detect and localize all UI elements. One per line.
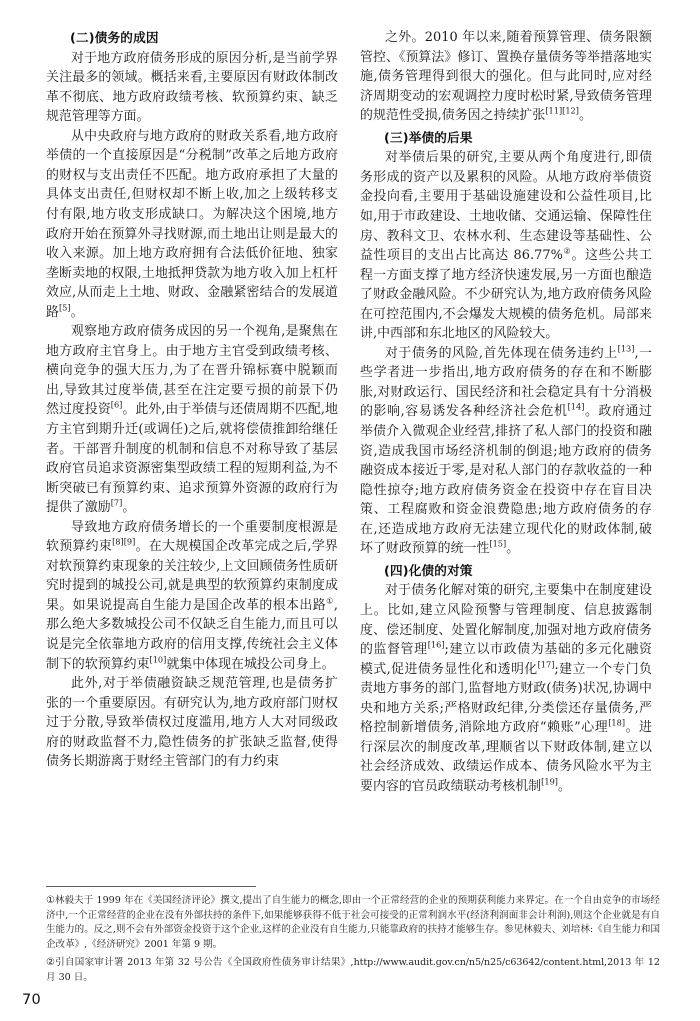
paragraph-text: 从中央政府与地方政府的财政关系看,地方政府举债的一个直接原因是“分税制”改革之后地方政府的财权与支出责任不匹配。地方政府承担了大量的具体支出责任,但财权却不断上收,加之上级转移支付有限,地方收支形成缺口。为解决这个困境,地方政府开始在预算外寻找财源,而土地出让则是最大的收入来源。加上地方政府拥有合法低价征地、独家垄断卖地的权限,土地抵押贷款为地方收入加上杠杆效应,从而走上土地、财政、金融紧密结合的发展道路 <box>46 128 338 320</box>
paragraph-text-tail: 就集中体现在城投公司身上。 <box>166 656 335 672</box>
paragraph-text: 导致地方政府债务增长的一个重要制度根源是软预算约束 <box>46 519 338 555</box>
paragraph-text: 观察地方政府债务成因的另一个视角,是聚焦在地方政府主官身上。由于地方主官受到政绩考核、横向竞争的强大压力,为了在晋升锦标赛中脱颖而出,导致其过度举债,甚至在注定要亏损的前景下仍然过度投资 <box>46 324 338 418</box>
paragraph-text: 对于债务化解对策的研究,主要集中在制度建设上。比如,建立风险预警与管理制度、信息披露制度、偿还制度、处置化解制度,加强对地方政府债务的监督管理 <box>360 583 652 658</box>
reference-marker: [5] <box>58 302 71 313</box>
paragraph-text-tail: 。 <box>506 541 520 557</box>
right-column <box>360 28 652 796</box>
section-heading-debt-resolution: (四)化债的对策 <box>384 562 473 578</box>
footnote-2 <box>46 956 660 985</box>
reference-marker: [13] <box>617 343 635 354</box>
reference-marker: [10] <box>149 654 167 665</box>
reference-marker: [18] <box>608 717 626 728</box>
reference-marker: [16] <box>427 639 445 650</box>
paragraph-text: 对于债务的风险,首先体现在债务违约上 <box>385 345 618 361</box>
footnote-marker: ① <box>46 895 55 906</box>
paragraph-soft-budget-constraint <box>46 518 338 674</box>
paragraph-text-mid: ;建立以市政债为基础的多元化融资模式,促进债务显性化和透明化 <box>360 642 652 677</box>
section-heading-debt-consequences: (三)举债的后果 <box>384 129 473 145</box>
reference-marker: [8][9] <box>112 536 136 547</box>
reference-marker: [19] <box>541 776 558 787</box>
paragraph-text-mid-2: ,那么绝大多数城投公司不仅缺乏自生能力,而且可以说是完全依靠地方政府的信用支撑,传统社会主义体制下的软预算约束 <box>46 597 338 672</box>
page-number: 70 <box>22 992 42 1008</box>
reference-marker: [11][12] <box>545 105 579 116</box>
paragraph-text-mid: 。在大规模国企改革完成之后,学界对软预算约束现象的关注较少,上文回顾债务性质研究时提到的城投公司,就是典型的软预算约束制度成果。如果说提高自生能力是国企改革的根本出路 <box>46 539 338 613</box>
left-column <box>46 28 338 772</box>
paragraph-text-tail: 。 <box>122 500 136 516</box>
paragraph-text-mid: ,一些学者进一步指出,地方政府债务的存在和不断膨胀,对财政运行、国民经济和社会稳定具有十分消极的影响,容易诱发各种经济社会危机 <box>360 345 652 420</box>
footnote-1 <box>46 894 660 952</box>
footnote-marker: ① <box>326 595 334 606</box>
reference-marker: [6] <box>110 400 123 411</box>
paragraph-text-tail: 。 <box>578 108 592 124</box>
reference-marker: [17] <box>537 659 555 670</box>
section-heading-debt-causes: (二)债务的成因 <box>70 30 159 45</box>
reference-marker: [15] <box>489 538 507 549</box>
paragraph-text-mid-2: 。政府通过举债介入微观企业经营,排挤了私人部门的投资和融资,造成我国市场经济机制的倒退;地方政府的债务融资成本接近于零,是对私人部门的存款收益的一种隐性掠夺;地方政府债务资金在投资中存在盲目决策、工程腐败和资金浪费隐患;地方政府债务的存在,还造成地方政府无法建立现代化的财政体制,破坏了财政预算的统一性 <box>360 404 653 557</box>
paragraph-official-incentives <box>46 322 338 517</box>
paragraph-debt-risks <box>360 344 652 559</box>
paragraph-debt-cause-overview: 对于地方政府债务形成的原因分析,是当前学界关注最多的领域。概括来看,主要原因有财政体制改革不彻底、地方政府政绩考核、软预算约束、缺乏规范管理等方面。 <box>46 50 338 125</box>
footnote-url[interactable]: http://www.audit.gov.cn/n5/n25/c63642/content.html <box>353 957 605 969</box>
two-column-body <box>46 28 654 796</box>
paragraph-debt-asset-allocation <box>360 148 652 343</box>
reference-marker: [14] <box>567 402 585 413</box>
paragraph-text-tail: 。这些公共工程一方面支撑了地方经济快速发展,另一方面也酿造了财政金融风险。不少研究认为,地方政府债务风险在可控范围内,不会爆发大规模的债务危机。局部来讲,中西部和东北地区的风险较大。 <box>360 248 653 342</box>
paragraph-budget-reform-continued <box>360 28 652 126</box>
paragraph-text: 对举债后果的研究,主要从两个角度进行,即债务形成的资产以及累积的风险。从地方政府举债资金投向看,主要用于基础设施建设和公益性项目,比如,用于市政建设、土地收储、交通运输、保障性住房、教科文卫、农林水利、生态建设等基础性、公益性项目的支出占比高达 86.77% <box>360 150 652 264</box>
footnote-separator-rule <box>46 886 256 887</box>
paragraph-text-tail: 。 <box>70 304 84 320</box>
footnote-text-before-url: 引自国家审计署 2013 年第 32 号公告《全国政府性债务审计结果》, <box>55 957 354 969</box>
footnote-area <box>46 886 660 990</box>
footnote-marker: ② <box>46 957 56 969</box>
paragraph-text-tail: 。 <box>557 778 571 794</box>
paragraph-text-mid: 。此外,由于举债与还债周期不匹配,地方主官到期升迁(或调任)之后,就将偿债推卸给继任者。干部晋升制度的机制和信息不对称导致了基层政府官员追求资源密集型政绩工程的短期利益,为不断突破已有预算约束、追求预算外资源的政府行为提供了激励 <box>46 402 338 516</box>
paragraph-text-mid-3: 。进行深层次的制度改革,理顺省以下财政体制,建立以社会经济成效、政绩运作成本、债务风险水平为主要内容的官员政绩联动考核机制 <box>360 720 652 794</box>
footnote-text: 林毅夫于 1999 年在《美国经济评论》撰文,提出了自生能力的概念,即由一个正常经营的企业的预期获利能力来界定。在一个自由竞争的市场经济中,一个正常经营的企业在没有外部扶持的条件下,如果能够获得不低于社会可接受的正常利润水平(经济利润面非会计利润),则这个企业就是有自生能力的。反之,则不会有外部资金投资于这个企业,这样的企业没有自生能力,只能靠政府的扶持才能够生存。参见林毅夫、刘培林:《自生能力和国企改革》,《经济研究》2001 年第 9 期。 <box>46 895 660 950</box>
paragraph-text: 之外。2010 年以来,随着预算管理、债务限额管控、《预算法》修订、置换存量债务等举措落地实施,债务管理得到很大的强化。但与此同时,应对经济周期变动的宏观调控力度时松时紧,导致债务管理的规范性受损,债务因之持续扩张 <box>360 30 652 124</box>
footnote-text-after-url: ,2013 年 12 月 30 日。 <box>46 957 660 983</box>
paragraph-lack-of-regulation: 此外,对于举债融资缺乏规范管理,也是债务扩张的一个重要原因。有研究认为,地方政府部门财权过于分散,导致举债权过度滥用,地方人大对同级政府的财政监督不力,隐性债务的扩张缺乏监督,使得债务长期游离于财经主管部门的有力约束 <box>46 676 338 770</box>
paragraph-text-mid-2: ;建立一个专门负责地方事务的部门,监督地方财政(债务)状况,协调中央和地方关系;严格财政纪律,分类偿还存量债务,严格控制新增债务,消除地方政府“赖账”心理 <box>360 661 652 736</box>
paragraph-resolution-measures <box>360 581 652 796</box>
paragraph-fiscal-relations <box>46 127 338 322</box>
footnote-marker: ② <box>562 245 572 256</box>
reference-marker: [7] <box>110 497 123 508</box>
